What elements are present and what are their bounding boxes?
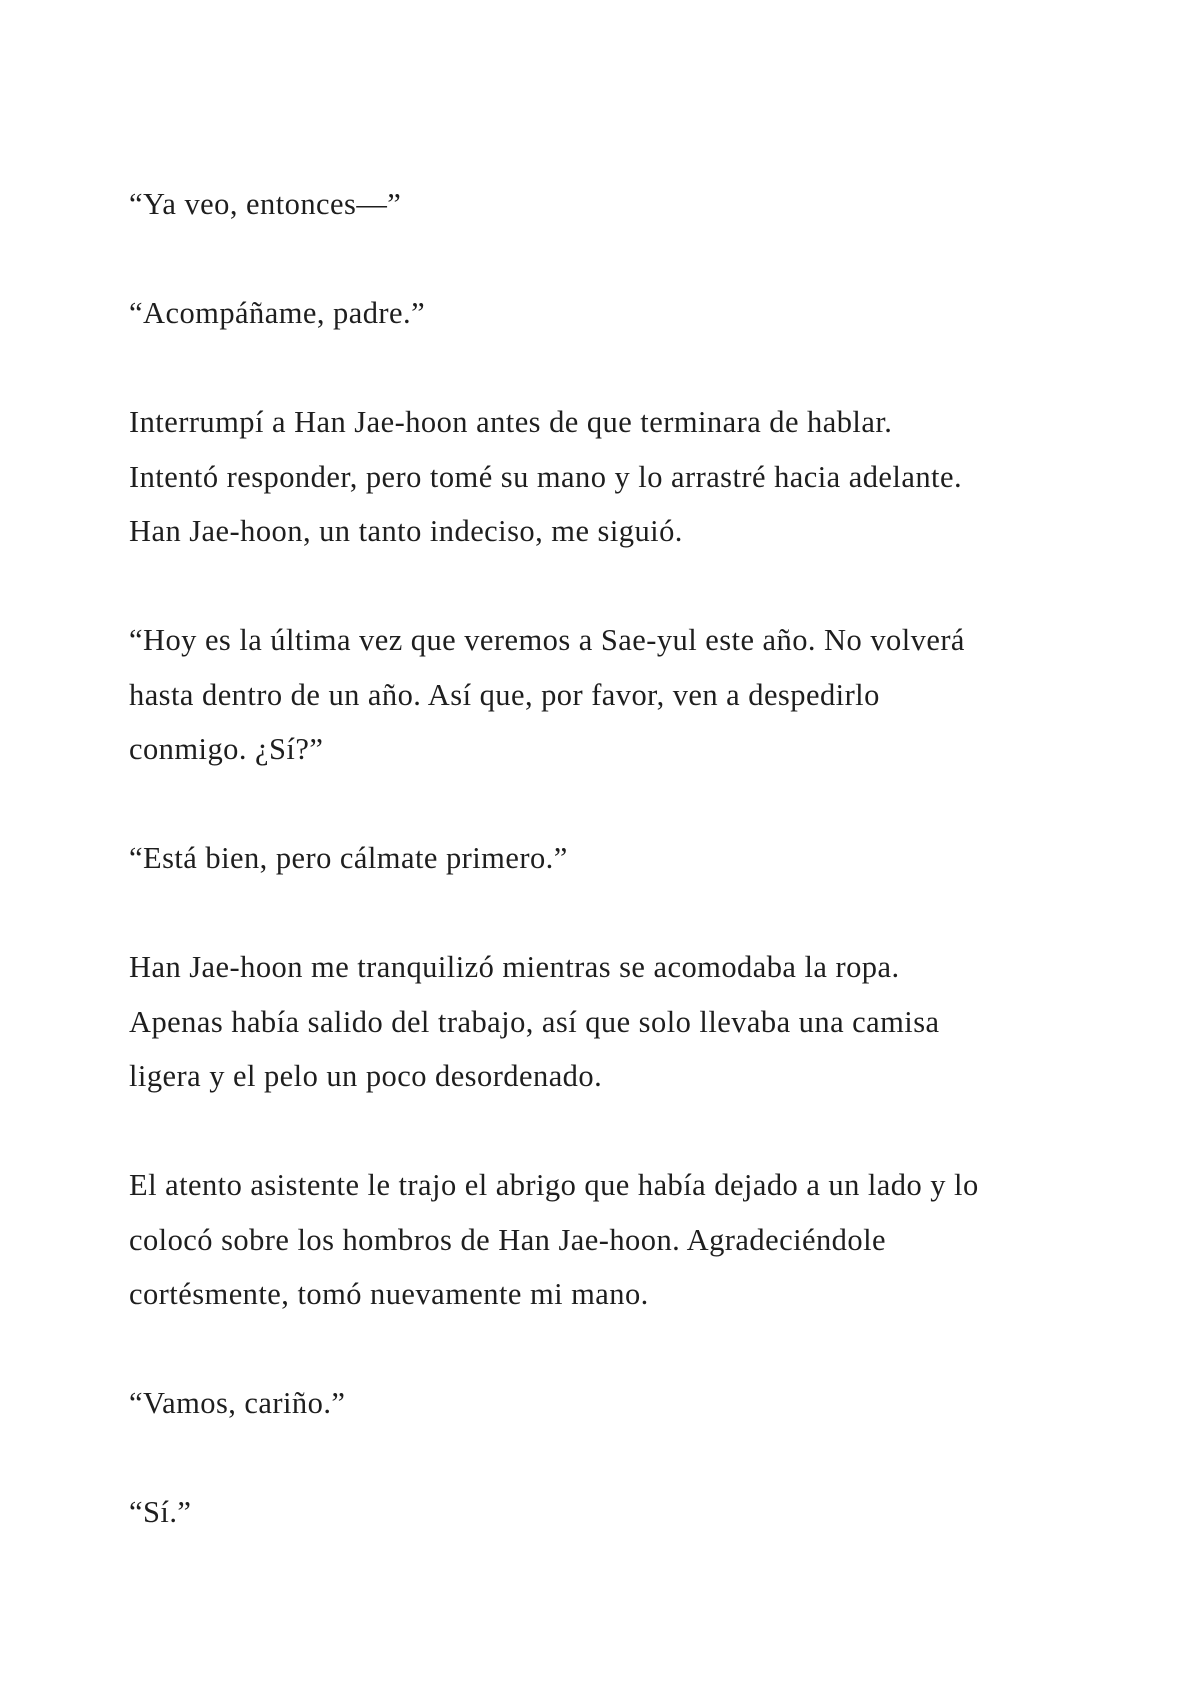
paragraph-dialogue [129, 1376, 1129, 1431]
paragraph-narration [129, 395, 1129, 559]
paragraph-dialogue [129, 831, 1129, 886]
text-line: “Hoy es la última vez que veremos a Sae-yul este año. No volverá [129, 623, 965, 657]
text-line: hasta dentro de un año. Así que, por favor, ven a despedirlo [129, 677, 880, 712]
text-line: Intentó responder, pero tomé su mano y lo arrastré hacia adelante. [129, 459, 963, 494]
text-line: Han Jae-hoon, un tanto indeciso, me siguió. [129, 514, 683, 548]
paragraph-dialogue [129, 286, 1129, 341]
text-line: cortésmente, tomó nuevamente mi mano. [129, 1277, 649, 1311]
text-line: Han Jae-hoon me tranquilizó mientras se acomodaba la ropa. [129, 950, 900, 984]
text-line: El atento asistente le trajo el abrigo que había dejado a un lado y lo [129, 1168, 979, 1202]
text-line: Apenas había salido del trabajo, así que solo llevaba una camisa [129, 1004, 940, 1039]
text-line: colocó sobre los hombros de Han Jae-hoon. Agradeciéndole [129, 1222, 886, 1257]
text-line: “Está bien, pero cálmate primero.” [129, 841, 568, 875]
paragraph-narration [129, 1158, 1129, 1322]
document-page [129, 177, 1129, 1594]
paragraph-dialogue [129, 177, 1129, 232]
text-line: ligera y el pelo un poco desordenado. [129, 1059, 603, 1093]
paragraph-dialogue [129, 613, 1129, 777]
text-line: Interrumpí a Han Jae-hoon antes de que terminara de hablar. [129, 405, 893, 439]
text-line: “Vamos, cariño.” [129, 1386, 346, 1420]
text-line: “Ya veo, entonces—” [129, 187, 402, 221]
text-line: conmigo. ¿Sí?” [129, 732, 324, 766]
paragraph-narration [129, 940, 1129, 1104]
text-line: “Sí.” [129, 1495, 192, 1529]
text-line: “Acompáñame, padre.” [129, 296, 426, 330]
paragraph-dialogue [129, 1485, 1129, 1540]
